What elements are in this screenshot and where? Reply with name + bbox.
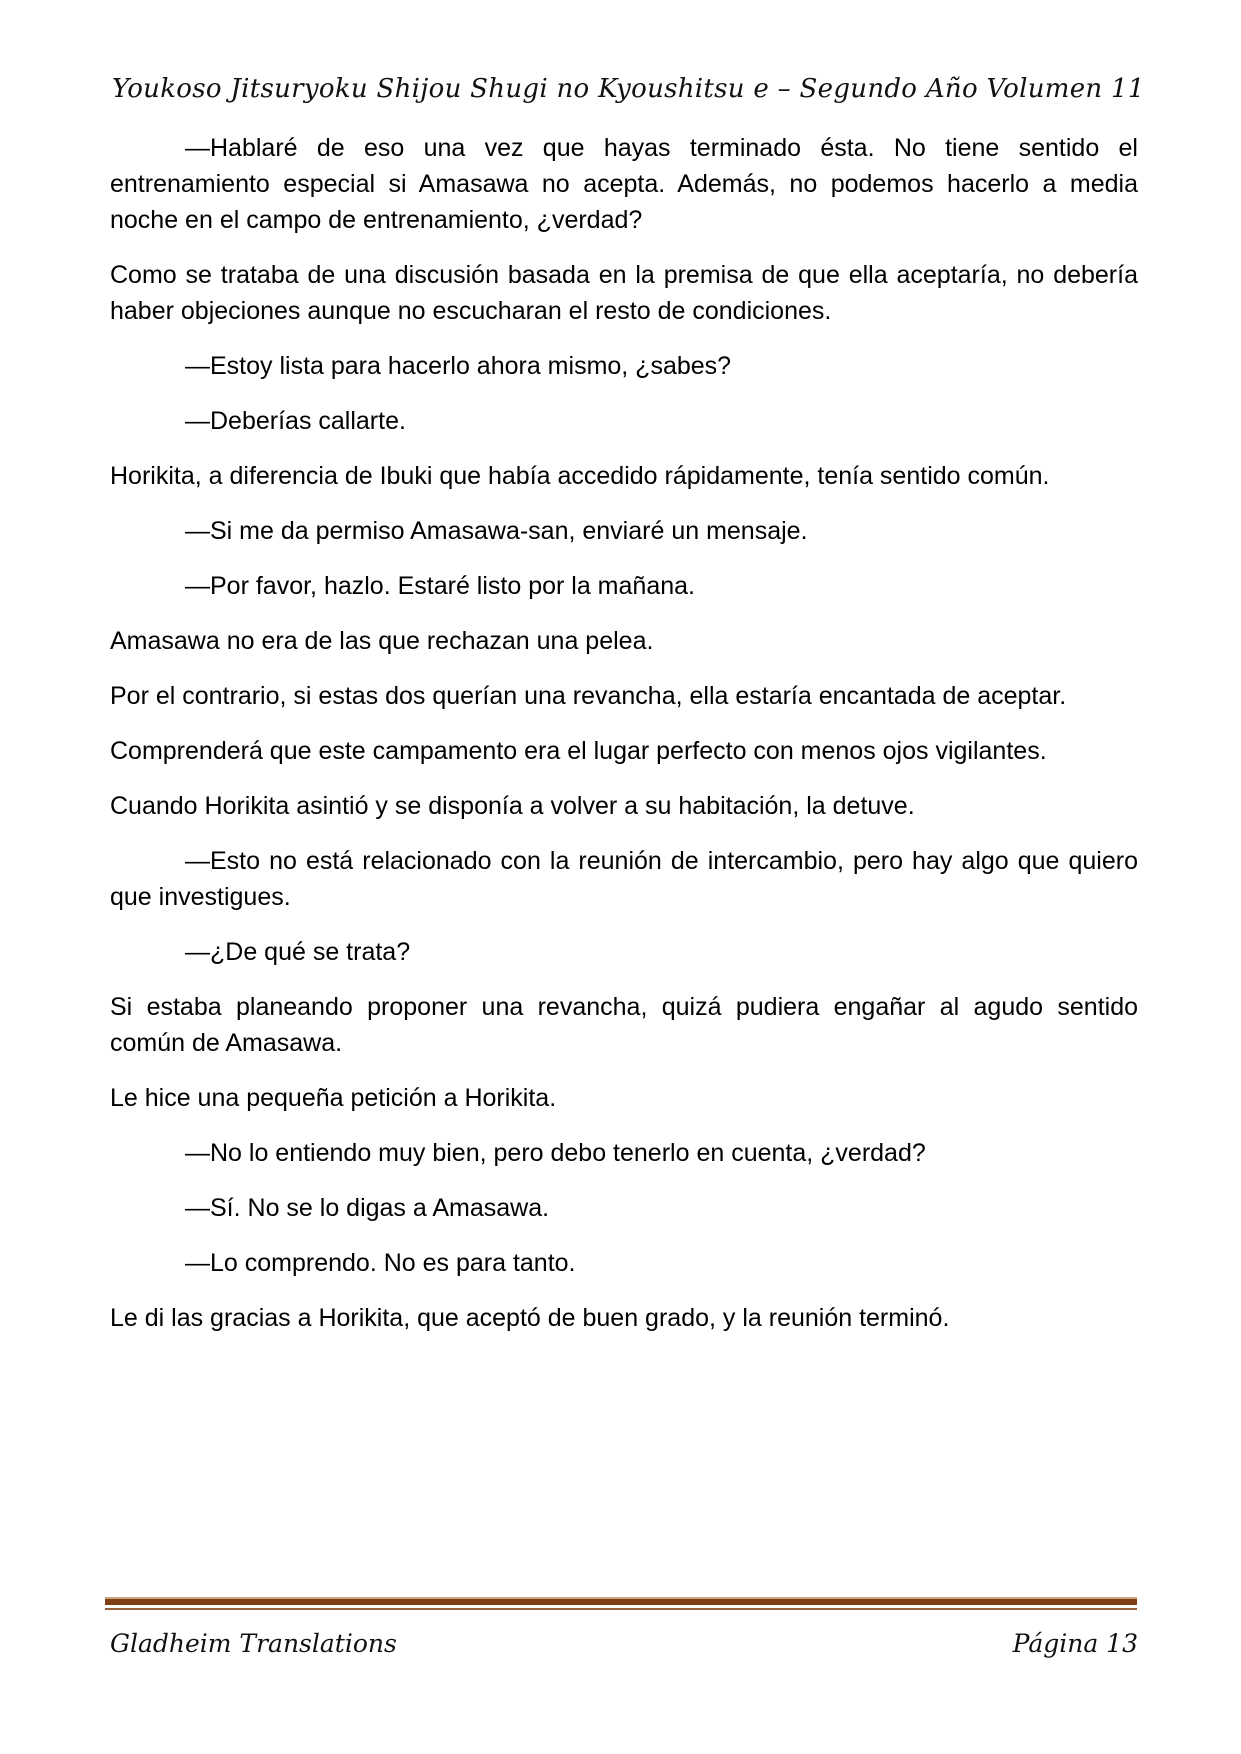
footer-divider-thin-bottom (105, 1608, 1137, 1610)
paragraph: Horikita, a diferencia de Ibuki que había accedido rápidamente, tenía sentido común. (110, 462, 1050, 490)
paragraph: Le hice una pequeña petición a Horikita. (110, 1084, 557, 1112)
footer-page-number: Página 13 (1012, 1629, 1138, 1658)
paragraph: Cuando Horikita asintió y se disponía a volver a su habitación, la detuve. (110, 792, 915, 820)
paragraph: Amasawa no era de las que rechazan una pelea. (110, 627, 654, 655)
paragraph: —Esto no está relacionado con la reunión de intercambio, pero hay algo que quiero que investigues. (110, 847, 1138, 911)
paragraph: —Por favor, hazlo. Estaré listo por la mañana. (185, 572, 695, 600)
paragraph: —Hablaré de eso una vez que hayas terminado ésta. No tiene sentido el entrenamiento especial si Amasawa no acepta. Además, no podemos hacerlo a media noche en el campo de entrenamiento, ¿verdad? (110, 134, 1138, 234)
paragraph: —¿De qué se trata? (185, 938, 411, 966)
paragraph: —Sí. No se lo digas a Amasawa. (185, 1194, 550, 1222)
page-header-title: Youkoso Jitsuryoku Shijou Shugi no Kyoushitsu e – Segundo Año Volumen 11 (112, 74, 1145, 104)
footer-divider (105, 1597, 1137, 1610)
paragraph: —Si me da permiso Amasawa-san, enviaré un mensaje. (185, 517, 808, 545)
page-footer (110, 1629, 1138, 1658)
paragraph: Como se trataba de una discusión basada en la premisa de que ella aceptaría, no debería haber objeciones aunque no escucharan el resto de condiciones. (110, 261, 1138, 325)
paragraph: Comprenderá que este campamento era el lugar perfecto con menos ojos vigilantes. (110, 737, 1047, 765)
paragraph: Si estaba planeando proponer una revancha, quizá pudiera engañar al agudo sentido común de Amasawa. (110, 993, 1138, 1057)
footer-translator-credit: Gladheim Translations (110, 1629, 397, 1658)
paragraph: Le di las gracias a Horikita, que aceptó de buen grado, y la reunión terminó. (110, 1304, 950, 1332)
body-text (110, 130, 1138, 1355)
paragraph: —No lo entiendo muy bien, pero debo tenerlo en cuenta, ¿verdad? (185, 1139, 926, 1167)
paragraph: —Lo comprendo. No es para tanto. (185, 1249, 576, 1277)
paragraph: Por el contrario, si estas dos querían una revancha, ella estaría encantada de aceptar. (110, 682, 1067, 710)
paragraph: —Deberías callarte. (185, 407, 406, 435)
paragraph: —Estoy lista para hacerlo ahora mismo, ¿sabes? (185, 352, 732, 380)
